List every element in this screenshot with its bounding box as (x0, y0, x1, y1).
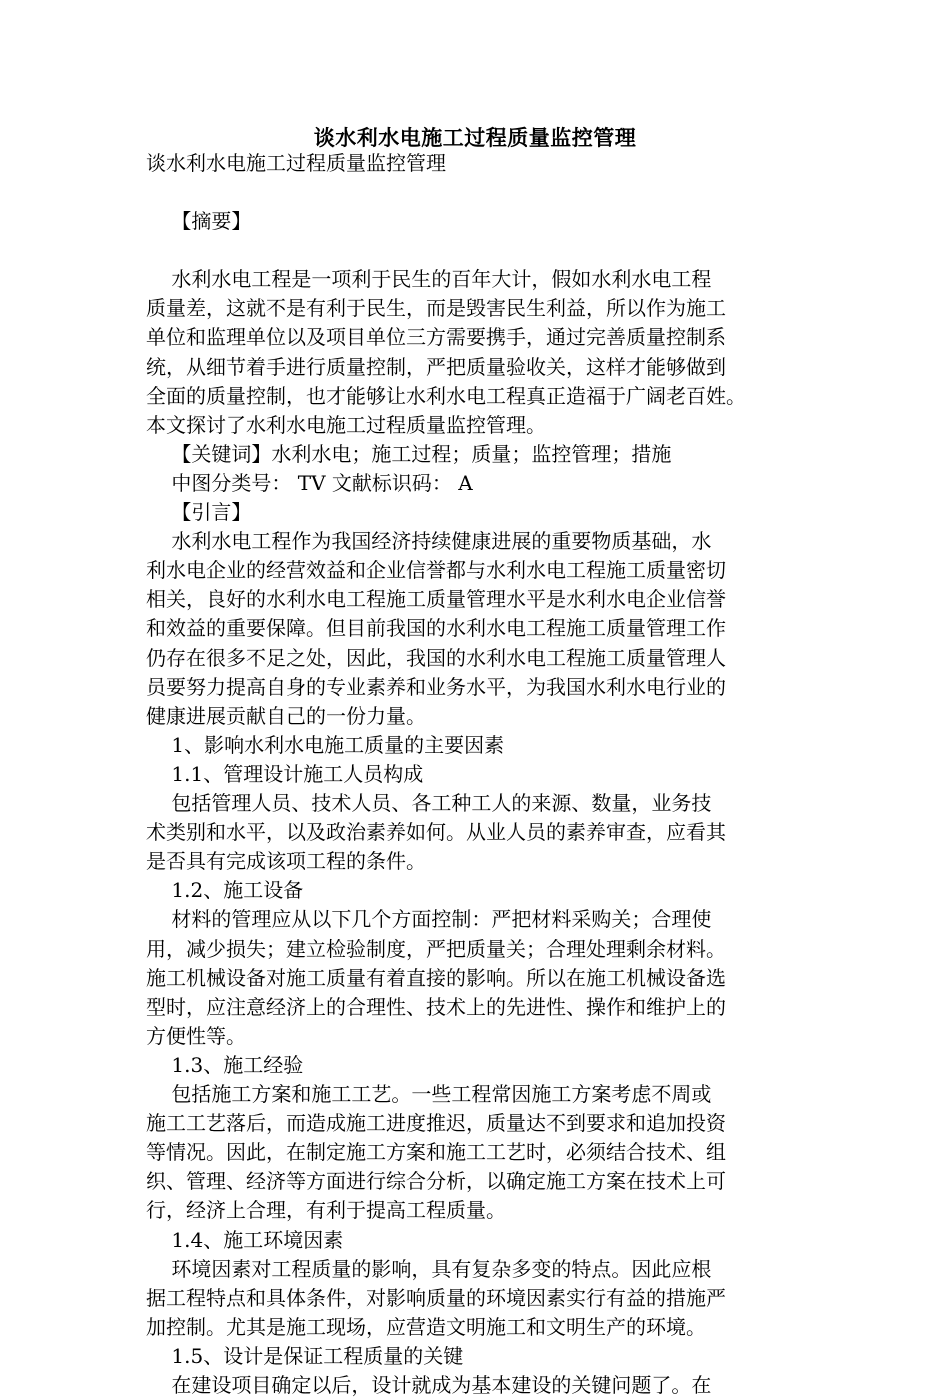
text-line: 施工机械设备对施工质量有着直接的影响。所以在施工机械设备选 (146, 965, 726, 990)
text-line: 1.4、施工环境因素 (146, 1227, 344, 1252)
text-line: 环境因素对工程质量的影响，具有复杂多变的特点。因此应根 (146, 1256, 712, 1281)
text-line: 单位和监理单位以及项目单位三方需要携手，通过完善质量控制系 (146, 325, 726, 350)
text-line: 统，从细节着手进行质量控制，严把质量验收关，这样才能够做到 (146, 354, 726, 379)
document-title: 谈水利水电施工过程质量监控管理 (313, 126, 637, 150)
text-line: 包括管理人员、技术人员、各工种工人的来源、数量，业务技 (146, 791, 712, 815)
text-line: 【引言】 (146, 500, 252, 524)
text-line: 质量差，这就不是有利于民生，而是毁害民生利益，所以作为施工 (146, 296, 726, 321)
document-subtitle: 谈水利水电施工过程质量监控管理 (146, 151, 446, 175)
text-line: 1.3、施工经验 (146, 1052, 304, 1077)
text-line: 材料的管理应从以下几个方面控制：严把材料采购关；合理使 (146, 907, 712, 932)
text-line: 在建设项目确定以后，设计就成为基本建设的关键问题了。在 (146, 1373, 712, 1397)
text-line: 型时，应注意经济上的合理性、技术上的先进性、操作和维护上的 (146, 994, 726, 1019)
text-line: 等情况。因此，在制定施工方案和施工工艺时，必须结合技术、组 (146, 1140, 726, 1165)
text-line: 本文探讨了水利水电施工过程质量监控管理。 (146, 412, 546, 437)
text-line: 行，经济上合理，有利于提高工程质量。 (146, 1198, 506, 1223)
text-line: 施工工艺落后，而造成施工进度推迟，质量达不到要求和追加投资 (146, 1111, 726, 1136)
text-line: 健康进展贡献自己的一份力量。 (146, 703, 426, 728)
text-line: 仍存在很多不足之处，因此，我国的水利水电工程施工质量管理人 (146, 645, 726, 670)
text-line: 包括施工方案和施工工艺。一些工程常因施工方案考虑不周或 (146, 1082, 712, 1106)
text-line: 和效益的重要保障。但目前我国的水利水电工程施工质量管理工作 (146, 616, 726, 641)
text-line: 用，减少损失；建立检验制度，严把质量关；合理处理剩余材料。 (146, 936, 726, 961)
text-line: 水利水电工程是一项利于民生的百年大计，假如水利水电工程 (146, 267, 712, 292)
text-line: 1、影响水利水电施工质量的主要因素 (146, 732, 505, 757)
text-line: 水利水电工程作为我国经济持续健康进展的重要物质基础，水 (146, 529, 712, 554)
text-line: 员要努力提高自身的专业素养和业务水平，为我国水利水电行业的 (146, 674, 726, 699)
text-line: 方便性等。 (146, 1023, 246, 1048)
text-line: 相关，良好的水利水电工程施工质量管理水平是水利水电企业信誉 (146, 587, 726, 612)
text-line: 1.5、设计是保证工程质量的关键 (146, 1343, 464, 1368)
text-line: 全面的质量控制，也才能够让水利水电工程真正造福于广阔老百姓。 (146, 383, 746, 408)
text-line: 利水电企业的经营效益和企业信誉都与水利水电工程施工质量密切 (146, 558, 726, 583)
text-line: 加控制。尤其是施工现场，应营造文明施工和文明生产的环境。 (146, 1314, 706, 1339)
text-line: 1.2、施工设备 (146, 878, 304, 903)
text-line: 中图分类号： TV 文献标识码： A (146, 470, 473, 495)
text-line: 【摘要】 (146, 209, 252, 234)
text-line: 术类别和水平，以及政治素养如何。从业人员的素养审查，应看其 (146, 820, 726, 845)
text-line: 【关键词】水利水电；施工过程；质量；监控管理；措施 (146, 441, 672, 466)
text-line: 是否具有完成该项工程的条件。 (146, 849, 426, 874)
text-line: 织、管理、经济等方面进行综合分析，以确定施工方案在技术上可 (146, 1169, 726, 1194)
text-line: 1.1、管理设计施工人员构成 (146, 761, 424, 786)
text-line: 据工程特点和具体条件，对影响质量的环境因素实行有益的措施严 (146, 1285, 726, 1310)
